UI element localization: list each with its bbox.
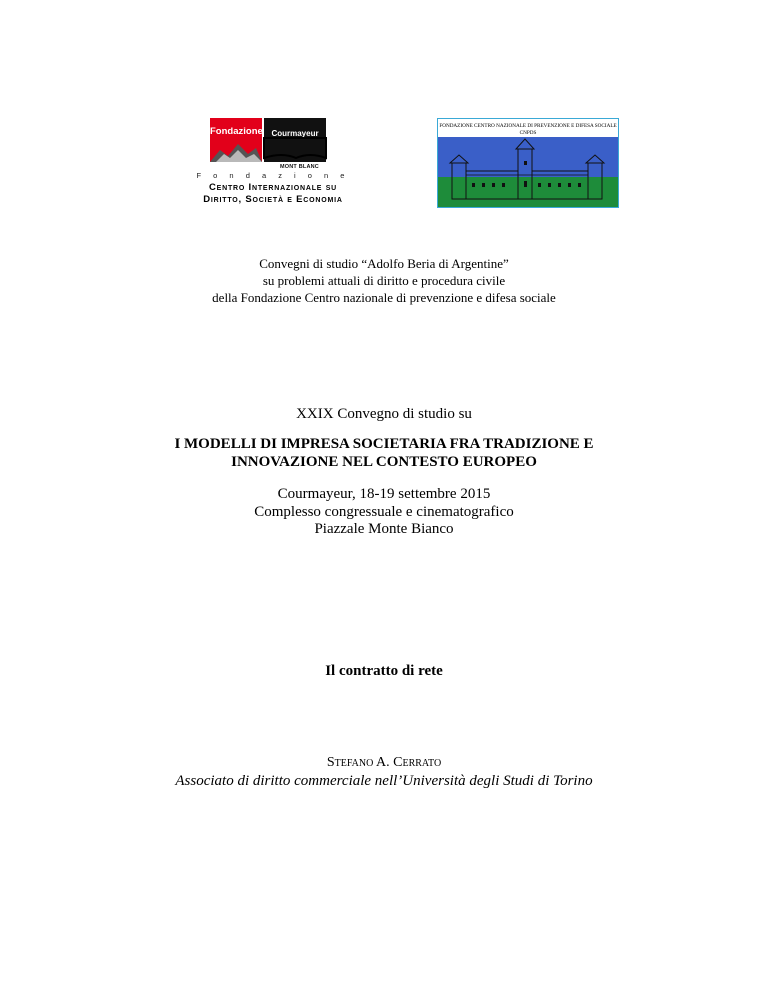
intro-line-2: su problemi attuali di diritto e procedura civile (262, 273, 506, 288)
fondazione-spaced-label: F o n d a z i o n e (196, 171, 350, 180)
convegno-address: Piazzale Monte Bianco (314, 521, 454, 537)
convegno-title-line-2: INNOVAZIONE NEL CONTESTO EUROPEO (231, 454, 537, 470)
convegno-place-date: Courmayeur, 18-19 settembre 2015 (277, 486, 491, 502)
convegno-heading: XXIX Convegno di studio su (296, 406, 472, 422)
castle-illustration (438, 137, 618, 207)
mountain-icon (210, 136, 330, 166)
author-name: Stefano A. Cerrato (326, 755, 442, 770)
mont-blanc-label: MONT BLANC (280, 164, 319, 170)
cnpds-logo (437, 118, 619, 208)
convegno-venue: Complesso congressuale e cinematografico (254, 504, 514, 520)
fondazione-label: Fondazione (210, 126, 263, 137)
intro-line-1: Convegni di studio “Adolfo Beria di Argentine” (259, 256, 509, 271)
fondazione-courmayeur-logo (188, 108, 358, 208)
courmayeur-label: Courmayeur (271, 129, 319, 138)
paper-title: Il contratto di rete (325, 663, 443, 679)
convegno-title-line-1: I MODELLI DI IMPRESA SOCIETARIA FRA TRADIZIONE E (174, 436, 594, 452)
diritto-societa-label: Diritto, Società e Economia (203, 194, 343, 205)
cnpds-acronym: CNPDS (519, 130, 537, 136)
intro-line-3: della Fondazione Centro nazionale di prevenzione e difesa sociale (212, 290, 556, 305)
author-affiliation: Associato di diritto commerciale nell’Università degli Studi di Torino (175, 773, 593, 789)
cnpds-title: FONDAZIONE CENTRO NAZIONALE DI PREVENZIONE E DIFESA SOCIALE (439, 123, 617, 129)
centro-internazionale-label: Centro Internazionale su (208, 182, 338, 193)
